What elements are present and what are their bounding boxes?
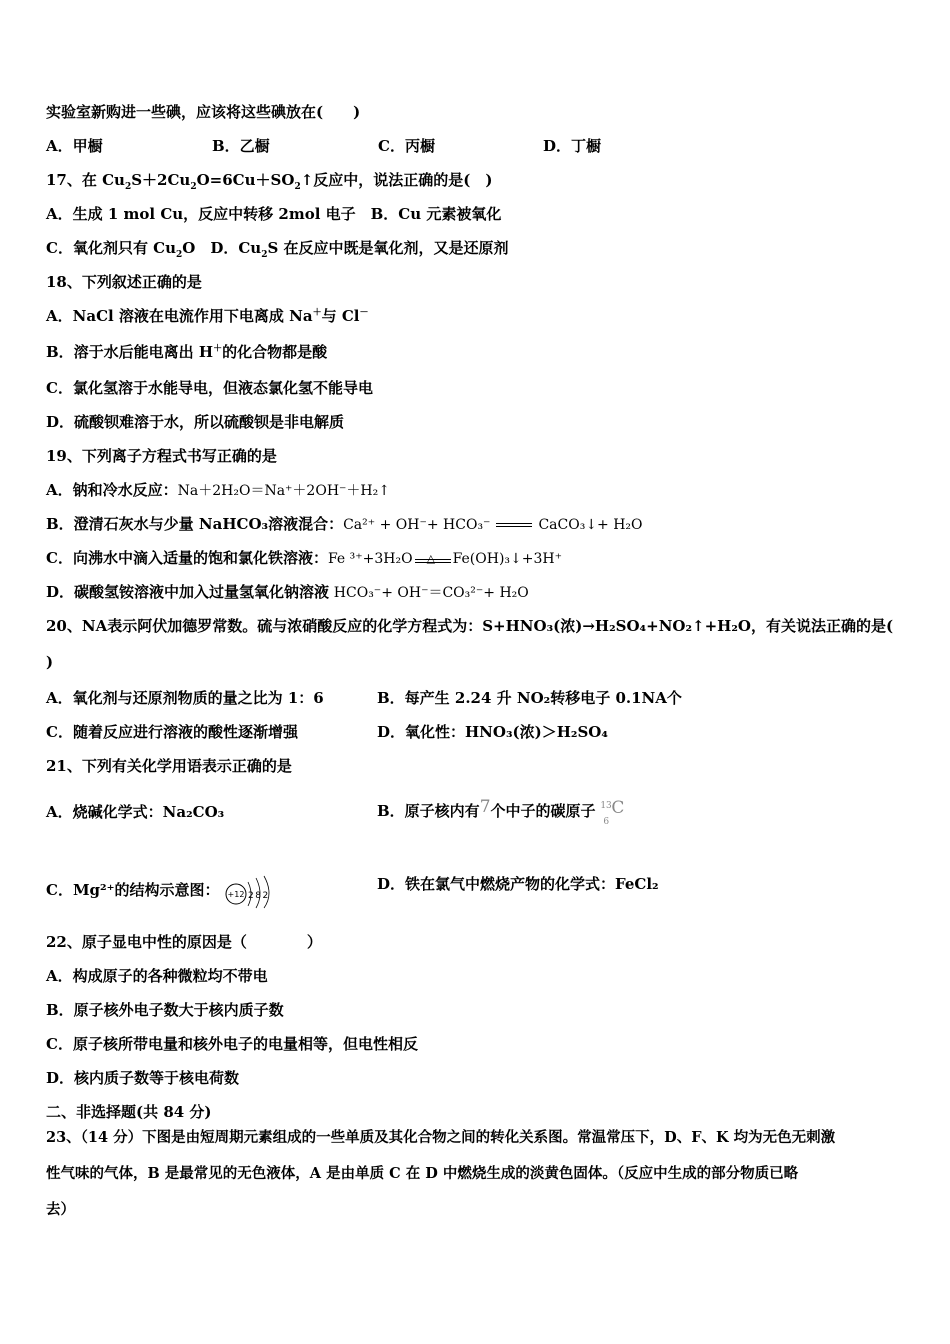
q20-option-d: D．氧化性：HNO₃(浓)＞H₂SO₄ [377,723,608,741]
q19-stem: 19、下列离子方程式书写正确的是 [46,447,277,465]
q22-option-c: C．原子核所带电量和核外电子的电量相等，但电性相反 [46,1035,418,1053]
heat-triangle-icon: △ [426,552,436,565]
mg-ion-structure-diagram [224,872,276,910]
q20-stem-line1: 20、NA表示阿伏加德罗常数。硫与浓硝酸反应的化学方程式为：S+HNO₃(浓)→H₂SO₄+NO₂↑+H₂O，有关说法正确的是( [46,617,894,635]
q20-option-a: A．氧化剂与还原剂物质的量之比为 1：6 [46,689,324,707]
q18-option-b: B．溶于水后能电离出 H＋的化合物都是酸 [46,343,328,361]
q21-stem: 21、下列有关化学用语表示正确的是 [46,757,292,775]
q21-option-a: A．烧碱化学式：Na₂CO₃ [46,803,225,821]
q16-option-b: B．乙橱 [212,137,270,155]
q19-option-b: B．澄清石灰水与少量 NaHCO₃溶液混合：Ca²⁺ + OH⁻+ HCO₃⁻ CaCO₃↓+ H₂O [46,515,643,533]
q18-option-d: D．硫酸钡难溶于水，所以硫酸钡是非电解质 [46,413,345,431]
nucleus-charge: +12 [227,890,245,899]
q19-option-a: A．钠和冷水反应：Na＋2H₂O＝Na⁺＋2OH⁻＋H₂↑ [46,481,390,499]
equals-sign [496,523,532,527]
q23-line1: 23、（14 分）下图是由短周期元素组成的一些单质及其化合物之间的转化关系图。常温常压下，D、F、K 均为无色无刺激 [46,1129,836,1146]
q22-option-a: A．构成原子的各种微粒均不带电 [46,967,268,985]
q21-option-b: B．原子核内有7个中子的碳原子 13 6 C [377,797,625,827]
section-title: 二、非选择题(共 84 分) [46,1103,212,1121]
q17-option-cd: C．氧化剂只有 $Cu_2O$ D．$Cu_2S$ 在反应中既是氧化剂，又是还原剂 [46,239,509,260]
heat-arrow [413,549,453,569]
q20-option-c: C．随着反应进行溶液的酸性逐渐增强 [46,723,298,741]
q16-stem: 实验室新购进一些碘，应该将这些碘放在( ) [46,103,361,121]
q18-option-c: C．氯化氢溶于水能导电，但液态氯化氢不能导电 [46,379,373,397]
q23-line3: 去） [46,1201,75,1218]
q20-stem-line2: ) [46,653,54,671]
q22-stem: 22、原子显电中性的原因是（ ） [46,933,322,951]
q16-option-a: A．甲橱 [46,137,103,155]
q17-stem: 17、在 $Cu_2S+2Cu_2O=6Cu+SO_2↑$反应中，说法正确的是( ) [46,171,493,192]
q16-option-c: C．丙橱 [378,137,435,155]
q16-option-d: D．丁橱 [543,137,602,155]
q19-option-d: D．碳酸氢铵溶液中加入过量氢氧化钠溶液 HCO₃⁻+ OH⁻＝CO₃²⁻+ H₂O [46,583,529,601]
q21-option-c: C．Mg²⁺的结构示意图： +12 282 [46,872,276,910]
q18-option-a: A．NaCl 溶液在电流作用下电离成 Na＋与 Cl－ [46,307,369,325]
q18-stem: 18、下列叙述正确的是 [46,273,202,291]
q20-option-b: B．每产生 2.24 升 NO₂转移电子 0.1NA个 [377,689,682,707]
carbon-isotope-symbol: 13 6 C [600,798,625,827]
q23-line2: 性气味的气体，B 是最常见的无色液体，A 是由单质 C 在 D 中燃烧生成的淡黄色固体。（反应中生成的部分物质已略 [46,1165,799,1182]
q22-option-d: D．核内质子数等于核电荷数 [46,1069,240,1087]
q21-option-d: D．铁在氯气中燃烧产物的化学式：FeCl₂ [377,875,659,893]
q22-option-b: B．原子核外电子数大于核内质子数 [46,1001,284,1019]
q17-option-ab: A．生成 1 mol Cu，反应中转移 2mol 电子 B．Cu 元素被氧化 [46,205,502,223]
q19-option-c: C．向沸水中滴入适量的饱和氯化铁溶液：Fe ³⁺+3H₂O △ Fe(OH)₃↓+3H⁺ [46,549,563,567]
shell-electron-counts: 282 [248,891,270,901]
neutron-count: 7 [479,797,491,817]
